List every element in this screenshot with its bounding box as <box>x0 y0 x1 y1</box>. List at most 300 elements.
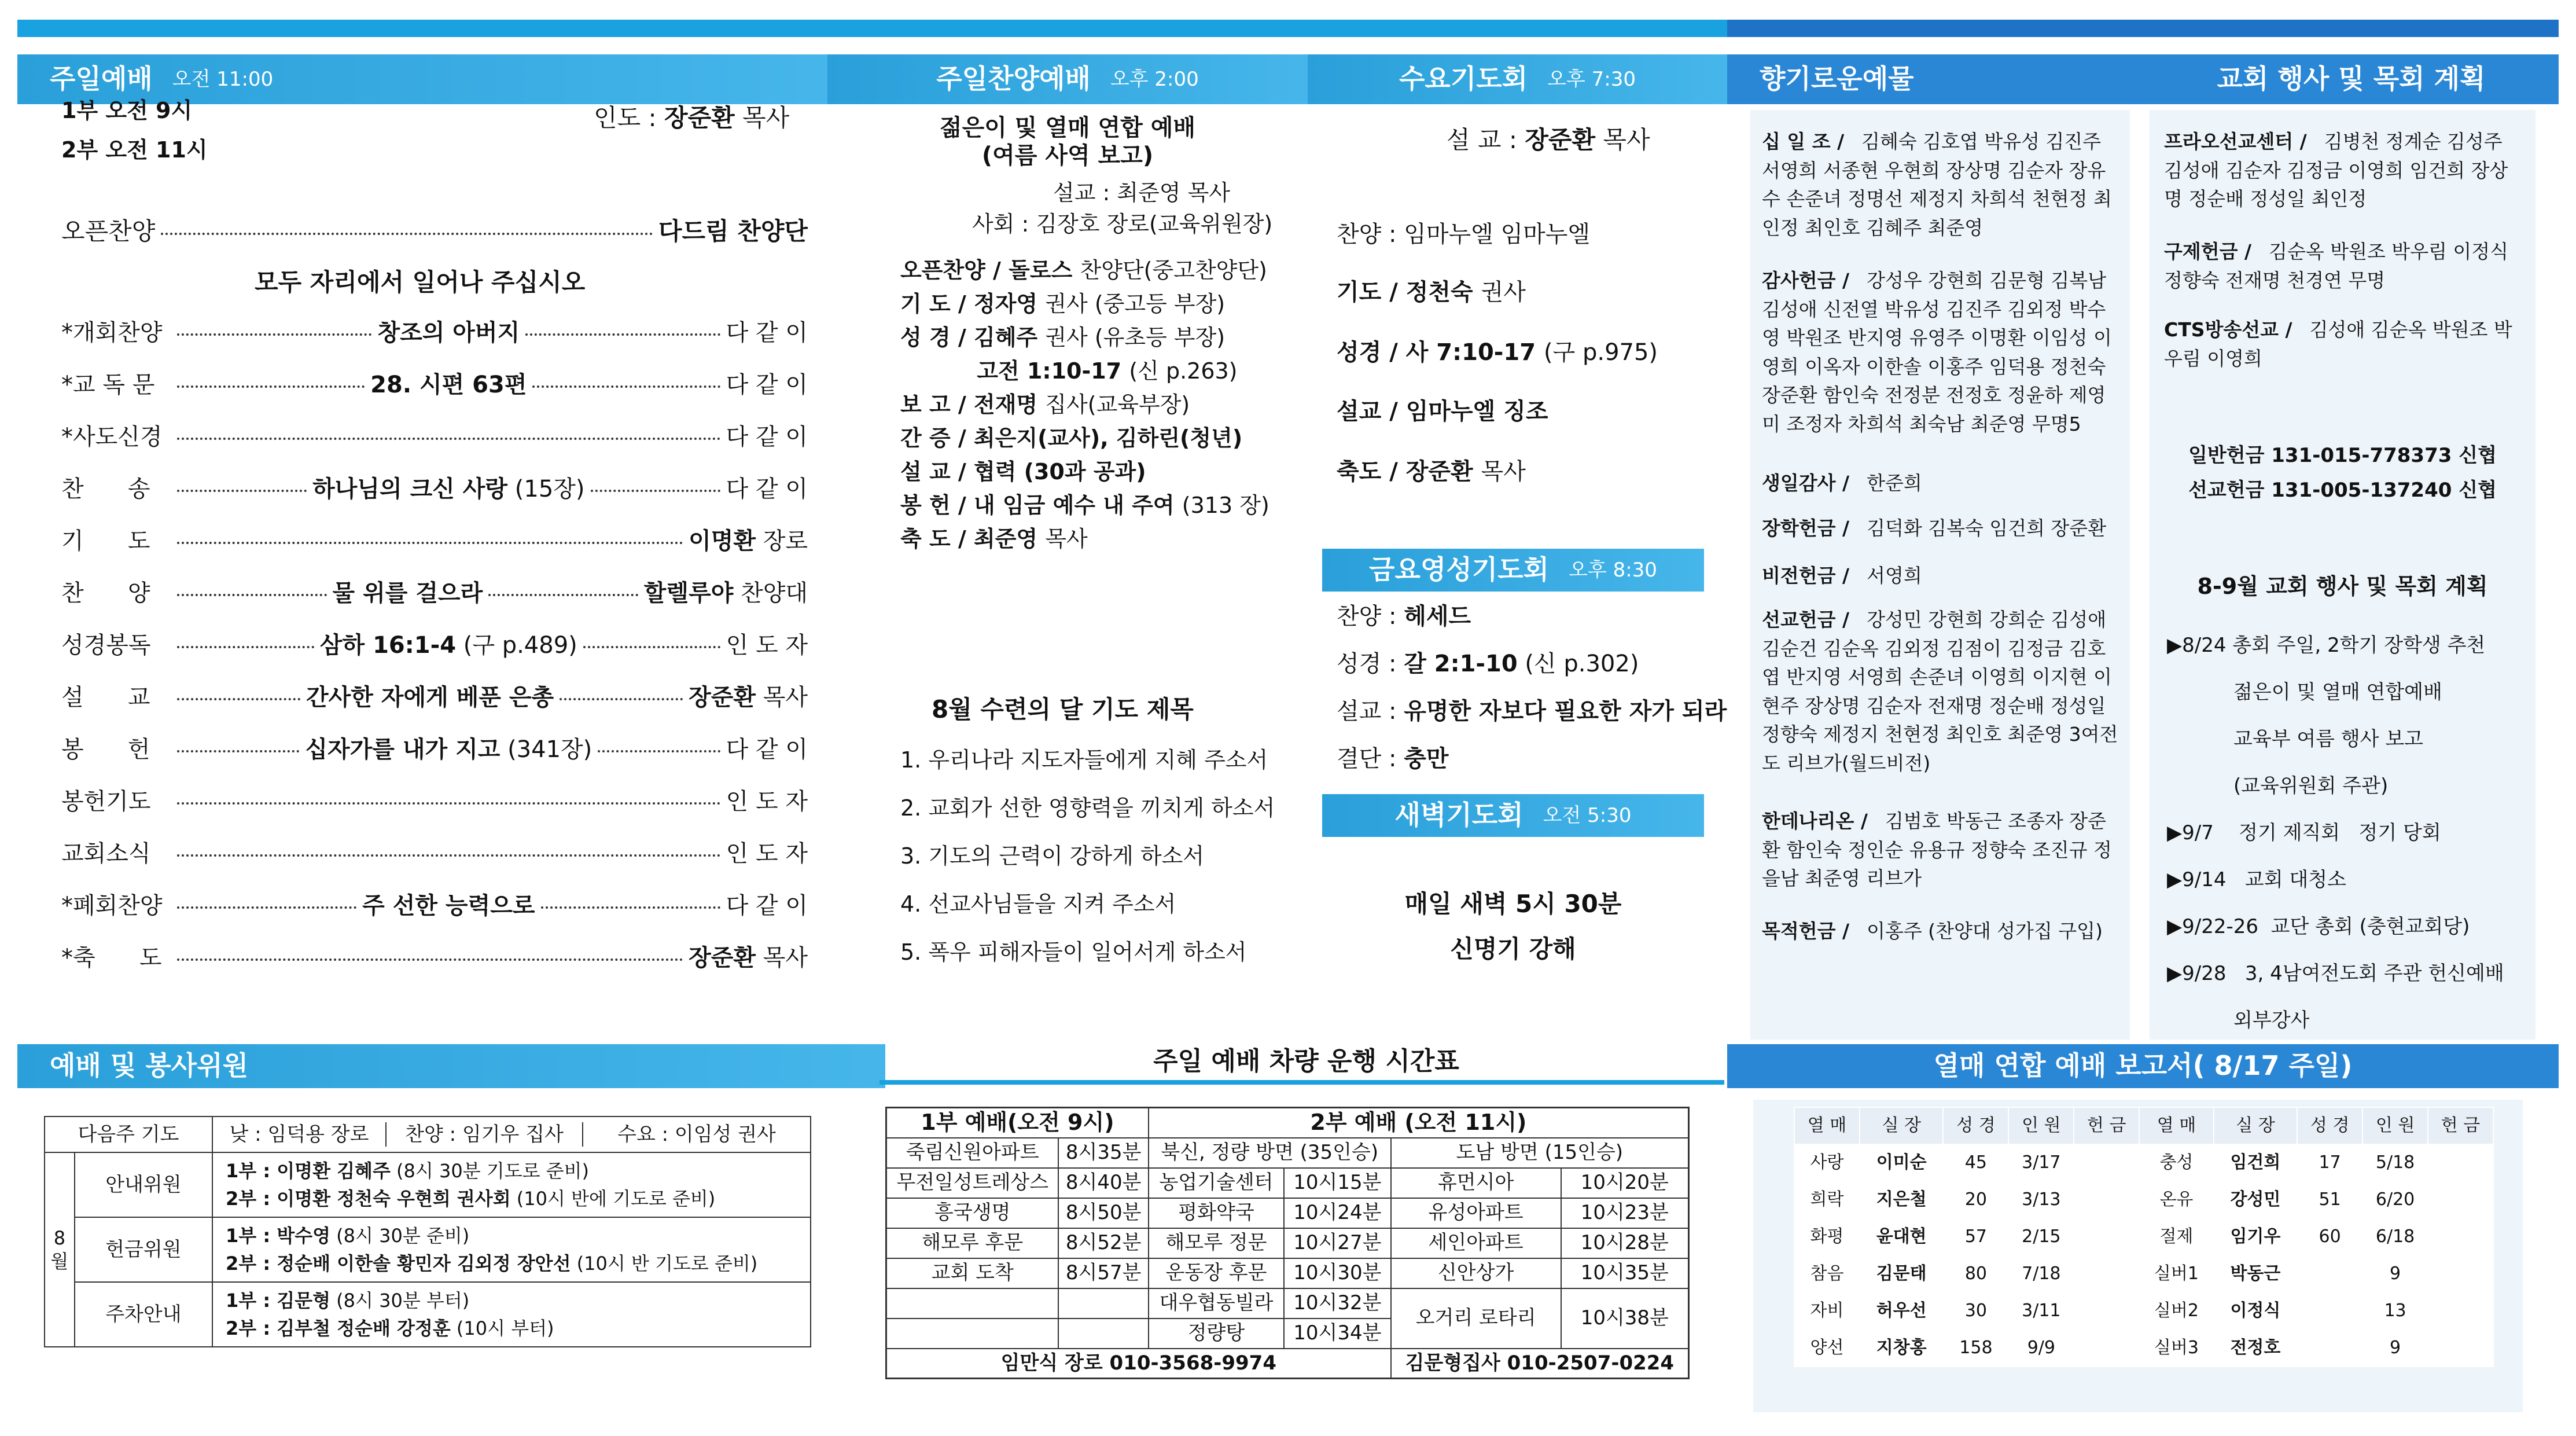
report-cell: 51 <box>2297 1181 2362 1218</box>
next-week-cell <box>212 1117 811 1152</box>
staff-role: 헌금위원 <box>75 1217 212 1282</box>
staff-header <box>17 1044 885 1088</box>
bus-stop: 흥국생명 <box>886 1198 1059 1228</box>
dot-leader <box>177 333 371 336</box>
order-person-title: 목사 <box>756 684 808 711</box>
dawn-line2: 신명기 강해 <box>1450 935 1576 963</box>
report-cell: 임건희 <box>2214 1144 2298 1181</box>
report-cell <box>2428 1330 2493 1367</box>
account-general: 일반헌금 131-015-778373 신협 <box>2188 444 2497 467</box>
dot-leader <box>541 906 720 909</box>
prayer-item: 4. 선교사님들을 지켜 주소서 <box>900 891 1176 917</box>
wed-item <box>1337 457 1526 486</box>
report-cell: 이정식 <box>2214 1292 2298 1330</box>
dot-leader <box>177 802 720 805</box>
wed-item-main: 찬양 : 임마누엘 임마누엘 <box>1337 221 1591 248</box>
report-col-header: 실 장 <box>1860 1107 1944 1144</box>
report-cell: 6/18 <box>2362 1218 2428 1255</box>
report-cell: 강성민 <box>2214 1181 2298 1218</box>
bus-footer <box>886 1349 1689 1379</box>
leader-name: 장준환 <box>664 104 735 132</box>
dot-leader <box>591 490 720 492</box>
praise-host: 사회 : 김장호 장로(교육위원장) <box>972 211 1273 237</box>
wed-prayer: 수요 : 이임성 권사 <box>617 1122 776 1146</box>
order-row <box>61 370 808 399</box>
report-cell: 158 <box>1943 1330 2008 1367</box>
bus-time: 8시57분 <box>1058 1258 1148 1288</box>
praise-item <box>900 358 1238 385</box>
staff-members <box>212 1152 811 1217</box>
report-row <box>1794 1144 2493 1181</box>
report-cell <box>2074 1218 2139 1255</box>
order-content-main: 간사한 자에게 베푼 은총 <box>306 684 554 711</box>
dawn-time: 오전 5:30 <box>1543 803 1632 827</box>
offering-group-label: 한데나리온 / <box>1762 810 1868 832</box>
plan-title: 8-9월 교회 행사 및 목회 계획 <box>2197 574 2488 599</box>
fri-item-label: 설교 : <box>1337 698 1404 725</box>
wed-item-main: 설교 / 임마누엘 징조 <box>1337 398 1548 425</box>
fri-title: 금요영성기도회 <box>1369 554 1550 586</box>
order-person-name: 다 같 이 <box>726 424 808 450</box>
staff-line-1 <box>226 1222 807 1250</box>
bus-time: 10시32분 <box>1284 1288 1391 1319</box>
report-cell: 9 <box>2362 1255 2428 1292</box>
staff-title: 예배 및 봉사위원 <box>50 1050 249 1082</box>
order-person <box>726 839 808 868</box>
offering-group-label: 비전헌금 / <box>1762 564 1850 587</box>
offering-group <box>1762 561 2121 590</box>
report-col-header: 헌 금 <box>2428 1107 2493 1144</box>
staff-row <box>45 1282 811 1347</box>
praise-preacher: 설교 : 최준영 목사 <box>1053 180 1230 205</box>
report-cell: 13 <box>2362 1292 2428 1330</box>
bus-stop: 농업기술센터 <box>1149 1168 1284 1198</box>
prayer-item: 2. 교회가 선한 영향력을 끼치게 하소서 <box>900 795 1275 821</box>
fri-item-value: 유명한 자보다 필요한 자가 되라 <box>1404 698 1727 725</box>
praise-item-main: 봉 헌 / 내 임금 예수 내 주여 <box>900 493 1182 518</box>
wed-preacher <box>1447 125 1650 156</box>
wed-title: 수요기도회 <box>1399 63 1528 95</box>
praise-item-note: (313 장) <box>1182 493 1269 518</box>
bus-title: 주일 예배 차량 운행 시간표 <box>885 1042 1727 1077</box>
offering-group <box>1762 514 2121 543</box>
praise-item <box>900 391 1190 419</box>
staff-line-2 <box>226 1185 807 1213</box>
bus-head-2: 2부 예배 (오전 11시) <box>1149 1108 1689 1138</box>
fri-item <box>1337 697 1727 726</box>
praise-item-main: 고전 1:10-17 <box>900 358 1129 384</box>
report-cell: 30 <box>1943 1292 2008 1330</box>
order-person-name: 할렐루야 <box>643 580 734 607</box>
bus-time: 10시27분 <box>1284 1228 1391 1258</box>
order-person <box>726 735 808 764</box>
staff-role: 주차안내 <box>75 1282 212 1347</box>
order-content-note: (구 p.489) <box>456 632 577 659</box>
order-content-main: 삼하 16:1-4 <box>319 632 457 659</box>
order-content-note: (341장) <box>500 736 593 763</box>
praise-header <box>827 54 1308 104</box>
fri-item-value: 충만 <box>1404 745 1449 772</box>
praise-prayer: 찬양 : 임기우 집사 <box>387 1122 583 1147</box>
order-row <box>61 891 808 920</box>
bus-time: 10시28분 <box>1561 1228 1689 1258</box>
bus-c1-stop: 죽림신원아파트 <box>886 1138 1059 1168</box>
bus-subhead <box>886 1138 1689 1168</box>
order-content-main: 28. 시편 63편 <box>370 372 527 398</box>
staff-names: 2부 : 정순배 이한솔 황민자 김외정 장안선 <box>226 1253 571 1275</box>
bus-time: 10시30분 <box>1284 1258 1391 1288</box>
order-content-main: 창조의 아버지 <box>377 319 520 346</box>
bus-time: 8시50분 <box>1058 1198 1148 1228</box>
dot-leader <box>177 854 720 857</box>
order-content-note: (15장) <box>507 476 585 502</box>
dot-leader <box>177 906 356 909</box>
report-cell: 17 <box>2297 1144 2362 1181</box>
offering-group-label: 감사헌금 / <box>1762 269 1850 292</box>
plan-item: (교육위원회 주관) <box>2233 774 2389 798</box>
offering-group-label: 생일감사 / <box>1762 472 1850 494</box>
plan-item: ▶9/14 교회 대청소 <box>2167 868 2346 891</box>
praise-item-main: 오픈찬양 / 돌로스 <box>900 258 1080 283</box>
report-cell: 6/20 <box>2362 1181 2428 1218</box>
report-cell <box>2297 1330 2362 1367</box>
praise-line1: 젊은이 및 열매 연합 예배 <box>939 115 1196 141</box>
order-label: *사도신경 <box>61 424 163 450</box>
day-prayer: 낮 : 임덕용 장로 <box>213 1122 387 1147</box>
report-cell <box>2428 1218 2493 1255</box>
wed-item <box>1337 338 1658 367</box>
praise-item-main: 축 도 / 최준영 <box>900 526 1046 552</box>
staff-table <box>44 1116 811 1347</box>
order-person-title: 목사 <box>756 945 808 971</box>
staff-row <box>45 1152 811 1217</box>
order-content <box>370 370 527 399</box>
wed-preacher-label: 설 교 : <box>1447 126 1525 154</box>
praise-item <box>900 324 1225 352</box>
wed-header <box>1308 54 1727 104</box>
order-row <box>61 683 808 712</box>
report-cell: 충성 <box>2139 1144 2213 1181</box>
plan-item: 교육부 여름 행사 보고 <box>2233 728 2424 751</box>
report-cell: 지창홍 <box>1860 1330 1944 1367</box>
report-row <box>1794 1218 2493 1255</box>
bus-head <box>886 1108 1689 1138</box>
report-col-header: 헌 금 <box>2074 1107 2139 1144</box>
order-content <box>377 318 520 347</box>
dot-leader <box>525 333 720 336</box>
staff-note: (10시 반 기도로 준비) <box>571 1253 758 1275</box>
bus-stop: 평화약국 <box>1149 1198 1284 1228</box>
offering-group-label: 장학헌금 / <box>1762 517 1850 539</box>
fri-item <box>1337 649 1639 678</box>
offering-group-names: 이홍주 (찬양대 성가집 구입) <box>1867 920 2103 942</box>
order-content <box>362 891 535 920</box>
report-cell <box>2428 1144 2493 1181</box>
staff-members <box>212 1217 811 1282</box>
report-col-header: 인 원 <box>2008 1107 2074 1144</box>
wed-item <box>1337 220 1590 249</box>
wed-item-note: 권사 <box>1481 279 1526 306</box>
plan-item: ▶9/7 정기 제직회 정기 당회 <box>2167 821 2441 844</box>
bus-sub-3: 도남 방면 (15인승) <box>1391 1138 1689 1168</box>
bus-stop: 대우협동빌라 <box>1149 1288 1284 1319</box>
dawn-title: 새벽기도회 <box>1394 799 1523 831</box>
praise-item-note: 권사 (중고등 부장) <box>1045 291 1226 317</box>
praise-item-note: 찬양단(중고찬양단) <box>1080 258 1267 283</box>
dot-leader <box>583 646 720 648</box>
order-person-name: 이명환 <box>689 528 756 554</box>
prayer-item: 3. 기도의 근력이 강하게 하소서 <box>900 843 1205 869</box>
order-person-name: 인 도 자 <box>726 632 808 659</box>
prayer-item: 1. 우리나라 지도자들에게 지혜 주소서 <box>900 747 1268 773</box>
bus-row <box>886 1168 1689 1198</box>
report-col-header: 실 장 <box>2214 1107 2298 1144</box>
order-content-main: 하나님의 크신 사랑 <box>312 476 508 502</box>
report-cell: 참음 <box>1794 1255 1860 1292</box>
offering-group <box>1762 605 2121 777</box>
wed-preacher-title: 목사 <box>1595 126 1650 154</box>
bus-row <box>886 1258 1689 1288</box>
sunday-time: 오전 11:00 <box>172 67 274 91</box>
bus-stop: 오거리 로타리 <box>1391 1288 1561 1349</box>
offering-group-label: 선교헌금 / <box>1762 608 1850 631</box>
order-label: *개회찬양 <box>61 319 163 346</box>
order-row <box>61 475 808 504</box>
dot-leader <box>532 385 720 388</box>
staff-names: 1부 : 박수영 <box>226 1225 330 1247</box>
order-person <box>726 423 808 451</box>
order-row <box>61 631 808 660</box>
report-cell: 3/13 <box>2008 1181 2074 1218</box>
staff-line-2 <box>226 1250 807 1277</box>
order-label: 봉헌기도 <box>61 788 151 815</box>
report-row <box>1794 1330 2493 1367</box>
report-cell <box>2074 1144 2139 1181</box>
staff-note: (8시 30분 기도로 준비) <box>390 1160 589 1182</box>
report-cell: 자비 <box>1794 1292 1860 1330</box>
stand-notice: 모두 자리에서 일어나 주십시오 <box>255 268 586 296</box>
offering-group-label: 목적헌금 / <box>1762 920 1850 942</box>
praise-item <box>900 526 1088 553</box>
event-group-label: 구제헌금 / <box>2164 240 2252 263</box>
report-cell: 김문태 <box>1860 1255 1944 1292</box>
staff-names: 1부 : 이명환 김혜주 <box>226 1160 391 1182</box>
fri-time: 오후 8:30 <box>1569 558 1657 582</box>
wed-item <box>1337 278 1526 307</box>
fri-item <box>1337 744 1448 773</box>
order-content <box>333 579 483 608</box>
leader-label: 인도 : <box>594 104 657 132</box>
order-content-main: 십자가를 내가 지고 <box>305 736 501 763</box>
offering-header <box>1727 54 2144 104</box>
praise-item-main: 간 증 / 최은지(교사), 김하린(청년) <box>900 425 1243 451</box>
order-person <box>689 683 808 712</box>
order-person-name: 인 도 자 <box>726 840 808 867</box>
bus-time: 10시38분 <box>1561 1288 1689 1349</box>
fri-item-label: 결단 : <box>1337 745 1404 772</box>
bus-driver-1: 임만식 장로 010-3568-9974 <box>886 1349 1391 1379</box>
praise-item-note: (신 p.263) <box>1129 358 1238 384</box>
sunday-leader <box>594 103 789 134</box>
report-cell: 7/18 <box>2008 1255 2074 1292</box>
offering-group-names: 서영희 <box>1867 564 1922 587</box>
bus-row <box>886 1228 1689 1258</box>
account-mission: 선교헌금 131-005-137240 신협 <box>2188 479 2497 502</box>
order-person <box>726 787 808 816</box>
offering-group <box>1762 266 2121 438</box>
bus-stop: 신안상가 <box>1391 1258 1561 1288</box>
wed-time: 오후 7:30 <box>1547 67 1636 91</box>
bus-row <box>886 1288 1689 1319</box>
staff-names: 2부 : 김부철 정순배 강정훈 <box>226 1317 451 1339</box>
praise-item-note: 목사 <box>1045 526 1088 552</box>
order-content-main: 주 선한 능력으로 <box>362 893 535 919</box>
bus-stop: 무전일성트레상스 <box>886 1168 1059 1198</box>
report-cell: 화평 <box>1794 1218 1860 1255</box>
bus-time: 8시52분 <box>1058 1228 1148 1258</box>
bus-stop: 휴먼시아 <box>1391 1168 1561 1198</box>
report-cell <box>2428 1292 2493 1330</box>
offering-group-names: 김덕화 김복숙 임건희 장준환 <box>1867 517 2107 539</box>
event-group-names: 김성애 김순옥 박원조 박우림 이영희 <box>2164 318 2512 370</box>
order-person-name: 장준환 <box>689 945 756 971</box>
report-cell: 9/9 <box>2008 1330 2074 1367</box>
order-label: 찬 양 <box>61 580 150 607</box>
order-person <box>726 891 808 920</box>
report-cell <box>2074 1255 2139 1292</box>
bus-empty <box>1058 1288 1148 1319</box>
bus-time: 8시40분 <box>1058 1168 1148 1198</box>
report-cell: 실버1 <box>2139 1255 2213 1292</box>
sunday-title: 주일예배 <box>50 63 153 95</box>
order-label: 봉 헌 <box>61 736 150 763</box>
report-row <box>1794 1181 2493 1218</box>
report-cell <box>2074 1292 2139 1330</box>
wed-preacher-name: 장준환 <box>1525 126 1596 154</box>
report-cell: 실버3 <box>2139 1330 2213 1367</box>
wed-item-main: 기도 / 정천숙 <box>1337 279 1481 306</box>
event-group <box>2164 127 2523 214</box>
staff-row <box>45 1217 811 1282</box>
month-cell: 8 월 <box>45 1152 75 1347</box>
praise-item <box>900 458 1146 486</box>
bus-table <box>885 1107 1690 1379</box>
praise-item-main: 성 경 / 김혜주 <box>900 325 1046 350</box>
next-week-row <box>45 1117 811 1152</box>
bus-driver-2: 김문형집사 010-2507-0224 <box>1391 1349 1689 1379</box>
order-content-main: 물 위를 걸으라 <box>332 580 483 607</box>
praise-item <box>900 425 1242 453</box>
prayer-title: 8월 수련의 달 기도 제목 <box>932 695 1194 723</box>
report-table <box>1794 1107 2494 1367</box>
report-cell: 5/18 <box>2362 1144 2428 1181</box>
order-label: 찬 송 <box>61 476 150 502</box>
praise-time: 오후 2:00 <box>1110 67 1199 91</box>
order-label: 설 교 <box>61 684 150 711</box>
order-person-name: 다 같 이 <box>726 372 808 398</box>
wed-item <box>1337 397 1548 426</box>
report-cell: 절제 <box>2139 1218 2213 1255</box>
bus-time: 10시23분 <box>1561 1198 1689 1228</box>
staff-names: 2부 : 이명환 정천숙 우현희 권사회 <box>226 1188 511 1210</box>
report-col-header: 인 원 <box>2362 1107 2428 1144</box>
praise-item <box>900 257 1267 285</box>
report-cell: 사랑 <box>1794 1144 1860 1181</box>
dot-leader <box>161 233 653 235</box>
bus-row <box>886 1198 1689 1228</box>
report-cell: 9 <box>2362 1330 2428 1367</box>
staff-note: (10시 반에 기도로 준비) <box>510 1188 716 1210</box>
staff-role: 안내위원 <box>75 1152 212 1217</box>
bus-stop: 해모루 후문 <box>886 1228 1059 1258</box>
staff-note: (8시 30분 준비) <box>330 1225 470 1247</box>
fri-item-label: 성경 : <box>1337 651 1404 677</box>
fri-item <box>1337 602 1471 631</box>
offering-group-names: 한준희 <box>1867 472 1922 494</box>
praise-line2: (여름 사역 보고) <box>981 142 1154 169</box>
order-person-name: 인 도 자 <box>726 788 808 815</box>
dot-leader <box>488 594 638 596</box>
offering-group <box>1762 917 2121 946</box>
report-cell: 희락 <box>1794 1181 1860 1218</box>
bus-time: 10시35분 <box>1561 1258 1689 1288</box>
bus-empty <box>886 1288 1059 1319</box>
next-week-label: 다음주 기도 <box>45 1117 212 1152</box>
staff-names: 1부 : 김문형 <box>226 1290 330 1312</box>
events-title: 교회 행사 및 목회 계획 <box>2217 63 2486 95</box>
bus-title-rule <box>879 1080 1724 1085</box>
dot-leader <box>177 385 365 388</box>
dot-leader <box>177 594 327 596</box>
bus-time: 10시24분 <box>1284 1198 1391 1228</box>
report-cell: 실버2 <box>2139 1292 2213 1330</box>
praise-item-note: 권사 (유초등 부장) <box>1045 325 1226 350</box>
order-person-name: 다 같 이 <box>726 319 808 346</box>
staff-note: (8시 30분 부터) <box>330 1290 470 1312</box>
order-content <box>305 735 592 764</box>
offering-group-names: 강성우 강현희 김문형 김복남 김성애 신전열 박유성 김진주 김외정 박수영 박원조 반지영 유영주 이명환 이임성 이영희 이옥자 이한솔 이홍주 임덕용 정천숙 장준환 함인숙 전정분 전정호 정윤하 제영미 조정자 차희석 최숙남 최준영 무명5 <box>1762 269 2112 435</box>
report-cell: 45 <box>1943 1144 2008 1181</box>
dot-leader <box>598 750 720 752</box>
order-person-name: 다 같 이 <box>726 893 808 919</box>
report-cell: 허우선 <box>1860 1292 1944 1330</box>
event-group <box>2164 315 2523 373</box>
dot-leader <box>177 542 683 544</box>
event-group-names: 김순옥 박원조 박우림 이정식 정향숙 전재명 천경연 무명 <box>2164 240 2509 292</box>
order-person-name: 다 같 이 <box>726 736 808 763</box>
report-title: 열매 연합 예배 보고서( 8/17 주일) <box>1933 1050 2353 1082</box>
report-cell <box>2297 1255 2362 1292</box>
bus-stop: 유성아파트 <box>1391 1198 1561 1228</box>
order-person <box>644 579 808 608</box>
order-person <box>726 370 808 399</box>
bus-time: 10시34분 <box>1284 1319 1391 1349</box>
wed-item-main: 축도 / 장준환 <box>1337 458 1481 485</box>
order-label: *교 독 문 <box>61 372 155 398</box>
report-col-header: 열 매 <box>2139 1107 2213 1144</box>
bus-stop: 정량탕 <box>1149 1319 1284 1349</box>
order-row <box>61 735 808 764</box>
report-cell <box>2428 1181 2493 1218</box>
offering-group <box>1762 807 2121 893</box>
staff-line-2 <box>226 1314 807 1342</box>
plan-item: ▶8/24 총회 주일, 2학기 장학생 추천 <box>2167 634 2486 657</box>
dot-leader <box>177 438 720 440</box>
report-cell: 윤대현 <box>1860 1218 1944 1255</box>
order-person-title: 장로 <box>756 528 808 554</box>
report-cell: 20 <box>1943 1181 2008 1218</box>
report-cell: 60 <box>2297 1218 2362 1255</box>
